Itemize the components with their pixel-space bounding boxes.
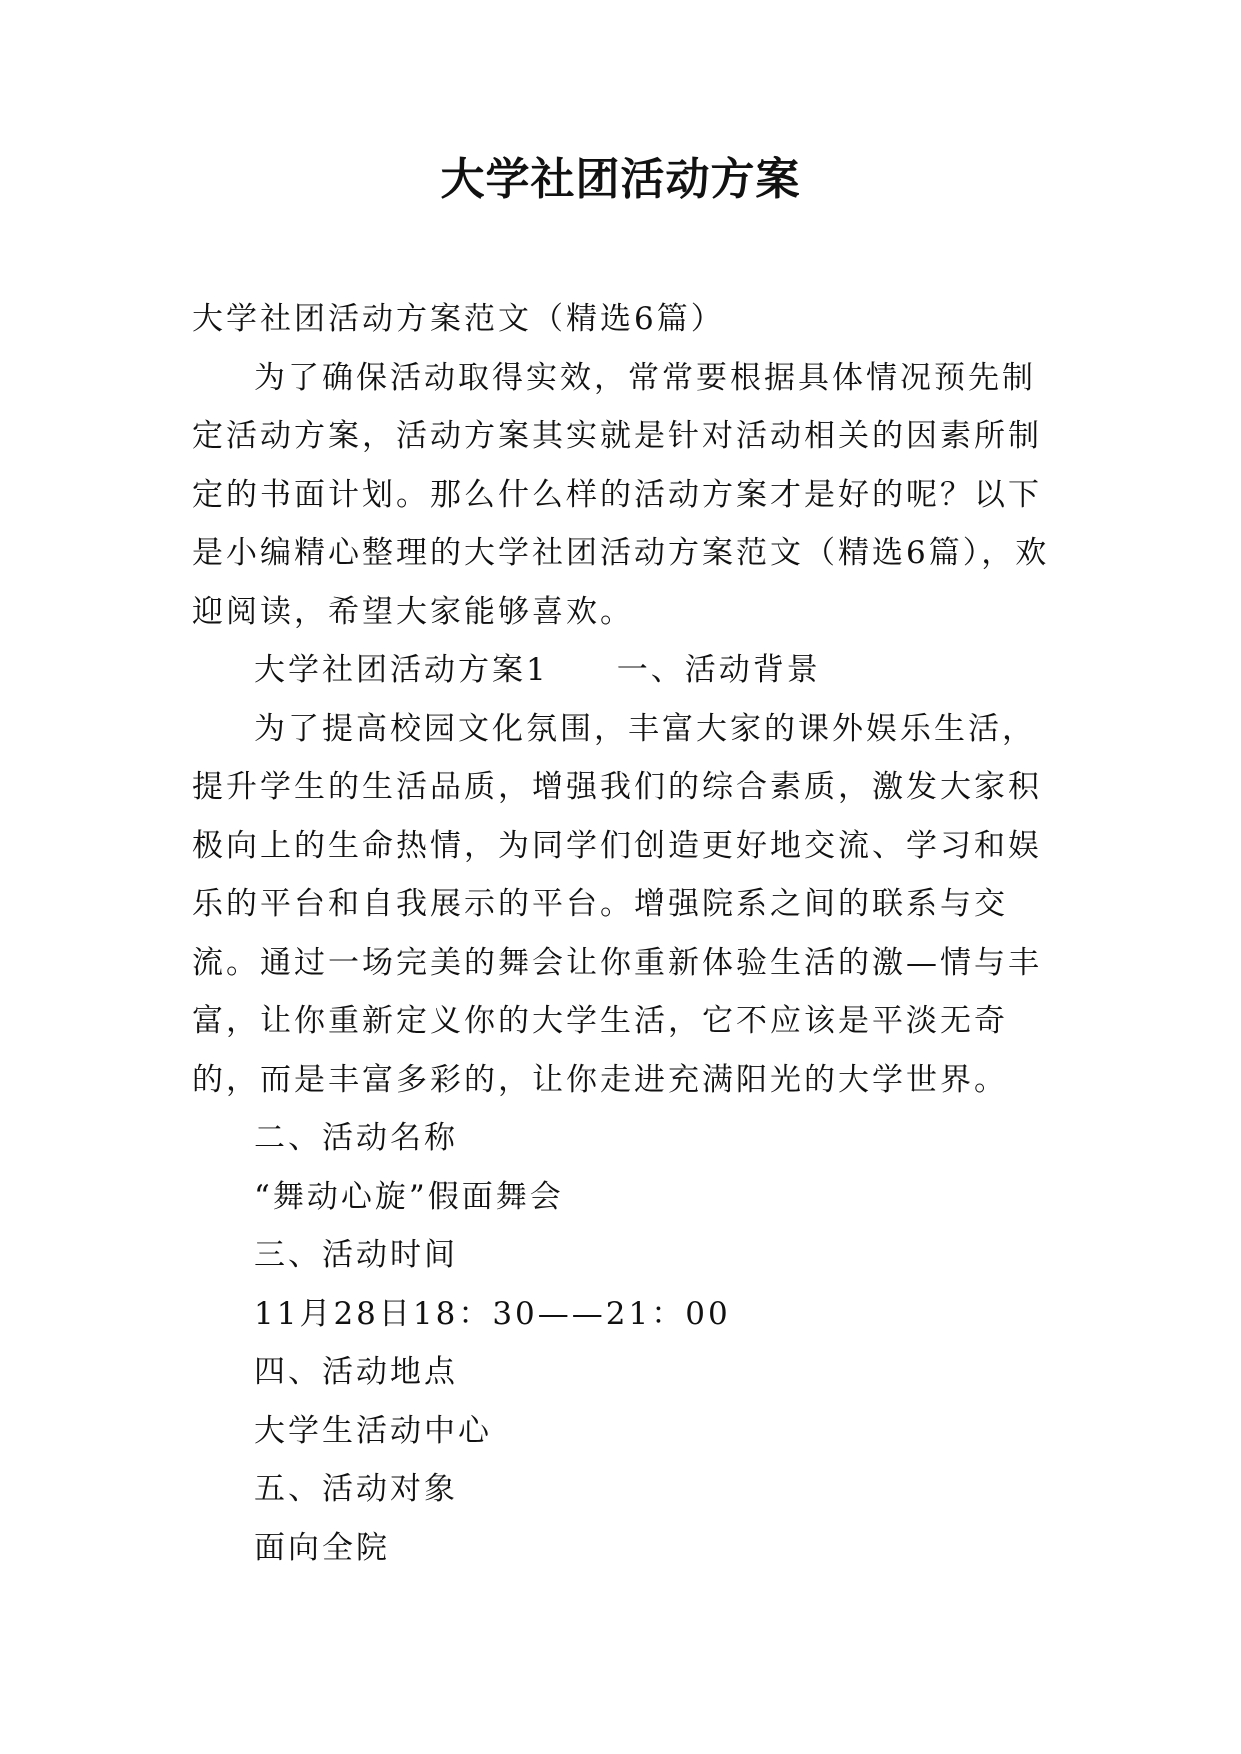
document-title: 大学社团活动方案	[440, 154, 801, 205]
section-activity-name-heading: 二、活动名称	[254, 1120, 458, 1156]
activity-name-value: “舞动心旋”假面舞会	[254, 1178, 564, 1215]
plan-1-heading: 大学社团活动方案1 一、活动背景	[254, 652, 821, 688]
section-activity-time-heading: 三、活动时间	[254, 1237, 458, 1273]
section-activity-audience-heading: 五、活动对象	[254, 1471, 458, 1507]
activity-location-value: 大学生活动中心	[254, 1412, 492, 1449]
activity-time-value: 11月28日18：30——21：00	[254, 1295, 731, 1332]
document-body	[192, 290, 1062, 1577]
section-activity-location-heading: 四、活动地点	[254, 1354, 458, 1390]
intro-paragraph: 为了确保活动取得实效，常常要根据具体情况预先制定活动方案，活动方案其实就是针对活动相关的因素所制定的书面计划。那么什么样的活动方案才是好的呢？以下是小编精心整理的大学社团活动方案范文（精选6篇），欢迎阅读，希望大家能够喜欢。	[192, 359, 1050, 630]
document-subtitle: 大学社团活动方案范文（精选6篇）	[192, 301, 725, 337]
background-paragraph: 为了提高校园文化氛围，丰富大家的课外娱乐生活，提升学生的生活品质，增强我们的综合素质，激发大家积极向上的生命热情，为同学们创造更好地交流、学习和娱乐的平台和自我展示的平台。增强院系之间的联系与交流。通过一场完美的舞会让你重新体验生活的激—情与丰富，让你重新定义你的大学生活，它不应该是平淡无奇的，而是丰富多彩的，让你走进充满阳光的大学世界。	[192, 710, 1042, 1098]
activity-audience-value: 面向全院	[254, 1529, 390, 1566]
